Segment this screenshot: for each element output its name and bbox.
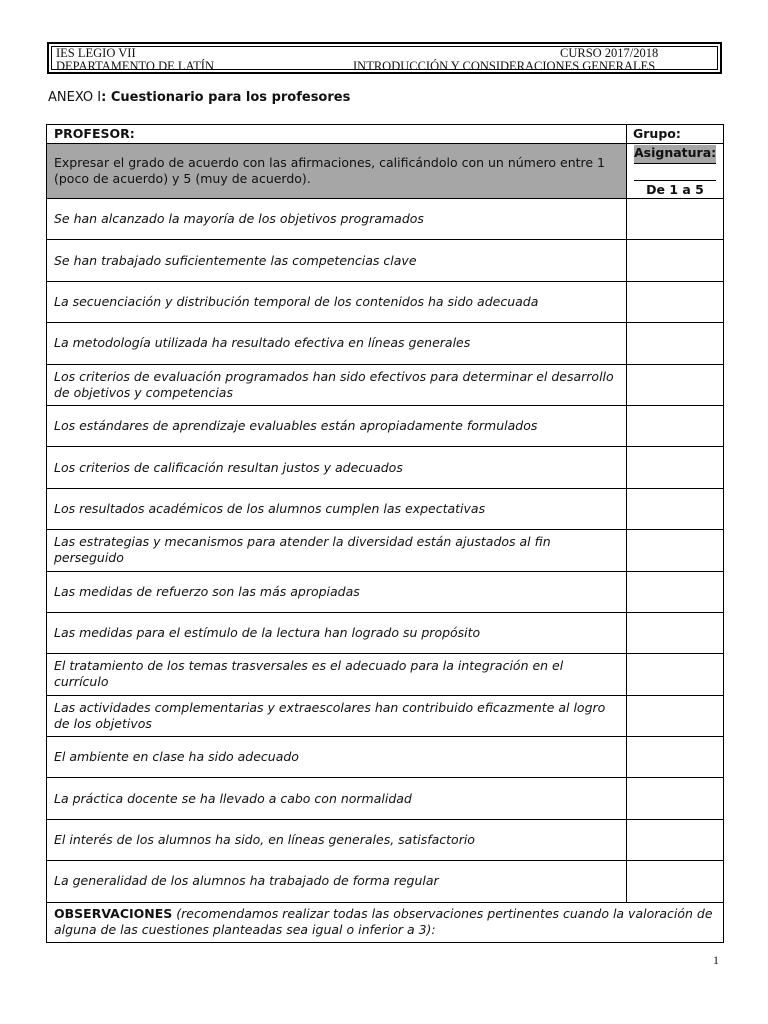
score-input[interactable] [627, 364, 724, 405]
score-input[interactable] [627, 240, 724, 281]
asignatura-range-cell [627, 144, 724, 199]
statement-text: Los criterios de calificación resultan justos y adecuados [47, 447, 627, 488]
page-number: 1 [713, 953, 719, 967]
department-name: DEPARTAMENTO DE LATÍN [56, 59, 214, 73]
section-title: INTRODUCCIÓN Y CONSIDERACIONES GENERALES [353, 59, 656, 73]
score-input[interactable] [627, 323, 724, 364]
score-input[interactable] [627, 530, 724, 571]
statement-row [47, 695, 724, 736]
statement-row [47, 737, 724, 778]
observations-instructions: (recomendamos realizar todas las observaciones pertinentes cuando la valoración de alguna de las cuestiones planteadas sea igual o inferior a 3): [54, 906, 713, 938]
score-input[interactable] [627, 654, 724, 695]
score-input[interactable] [627, 571, 724, 612]
observations-row [47, 902, 724, 942]
statement-text: Las medidas para el estímulo de la lectura han logrado su propósito [47, 612, 627, 653]
score-input[interactable] [627, 778, 724, 819]
statement-row [47, 447, 724, 488]
statement-text: Los resultados académicos de los alumnos cumplen las expectativas [47, 488, 627, 529]
statement-text: La práctica docente se ha llevado a cabo con normalidad [47, 778, 627, 819]
statement-row [47, 612, 724, 653]
statement-text: La metodología utilizada ha resultado efectiva en líneas generales [47, 323, 627, 364]
questionnaire-table [46, 124, 724, 943]
statement-row [47, 240, 724, 281]
statement-row [47, 364, 724, 405]
annex-prefix: ANEXO I [48, 90, 102, 105]
annex-title: : Cuestionario para los profesores [101, 90, 351, 105]
score-input[interactable] [627, 405, 724, 446]
statement-text: El tratamiento de los temas trasversales es el adecuado para la integración en el currículo [47, 654, 627, 695]
statement-row [47, 571, 724, 612]
statement-text: Las medidas de refuerzo son las más apropiadas [47, 571, 627, 612]
statement-text: Los criterios de evaluación programados han sido efectivos para determinar el desarrollo de objetivos y competencias [47, 364, 627, 405]
observations-field[interactable] [47, 902, 724, 942]
statement-text: La secuenciación y distribución temporal de los contenidos ha sido adecuada [47, 281, 627, 322]
statement-row [47, 199, 724, 240]
profesor-field[interactable] [47, 125, 627, 144]
document-header [47, 42, 722, 74]
statement-text: Las actividades complementarias y extraescolares han contribuido eficazmente al logro de los objetivos [47, 695, 627, 736]
statement-row [47, 323, 724, 364]
statement-row [47, 778, 724, 819]
score-input[interactable] [627, 861, 724, 902]
statement-text: Se han alcanzado la mayoría de los objetivos programados [47, 199, 627, 240]
statement-row [47, 405, 724, 446]
statement-text: Los estándares de aprendizaje evaluables están apropiadamente formulados [47, 405, 627, 446]
statement-row [47, 654, 724, 695]
statement-text: Las estrategias y mecanismos para atender la diversidad están ajustados al fin perseguido [47, 530, 627, 571]
grupo-label: Grupo: [633, 126, 681, 141]
instructions-text: Expresar el grado de acuerdo con las afirmaciones, calificándolo con un número entre 1 (poco de acuerdo) y 5 (muy de acuerdo). [54, 155, 606, 186]
statement-row [47, 488, 724, 529]
asignatura-field[interactable] [634, 164, 716, 181]
course-year: CURSO 2017/2018 [560, 46, 659, 60]
statement-text: El interés de los alumnos ha sido, en líneas generales, satisfactorio [47, 819, 627, 860]
score-input[interactable] [627, 447, 724, 488]
score-input[interactable] [627, 199, 724, 240]
score-input[interactable] [627, 281, 724, 322]
statement-row [47, 819, 724, 860]
grupo-field[interactable] [627, 125, 724, 144]
profesor-row [47, 125, 724, 144]
score-input[interactable] [627, 737, 724, 778]
score-input[interactable] [627, 612, 724, 653]
score-input[interactable] [627, 488, 724, 529]
range-label: De 1 a 5 [646, 181, 704, 197]
asignatura-label[interactable]: Asignatura: [634, 145, 716, 164]
instructions-cell [47, 144, 627, 199]
statement-text: Se han trabajado suficientemente las competencias clave [47, 240, 627, 281]
score-input[interactable] [627, 819, 724, 860]
observations-label: OBSERVACIONES [54, 906, 173, 922]
instructions-row [47, 144, 724, 199]
statement-row [47, 530, 724, 571]
statement-text: El ambiente en clase ha sido adecuado [47, 737, 627, 778]
statement-text: La generalidad de los alumnos ha trabajado de forma regular [47, 861, 627, 902]
statement-row [47, 281, 724, 322]
profesor-label: PROFESOR: [54, 126, 135, 141]
statement-row [47, 861, 724, 902]
score-input[interactable] [627, 695, 724, 736]
annex-heading [48, 90, 350, 105]
school-name: IES LEGIO VII [56, 46, 136, 60]
